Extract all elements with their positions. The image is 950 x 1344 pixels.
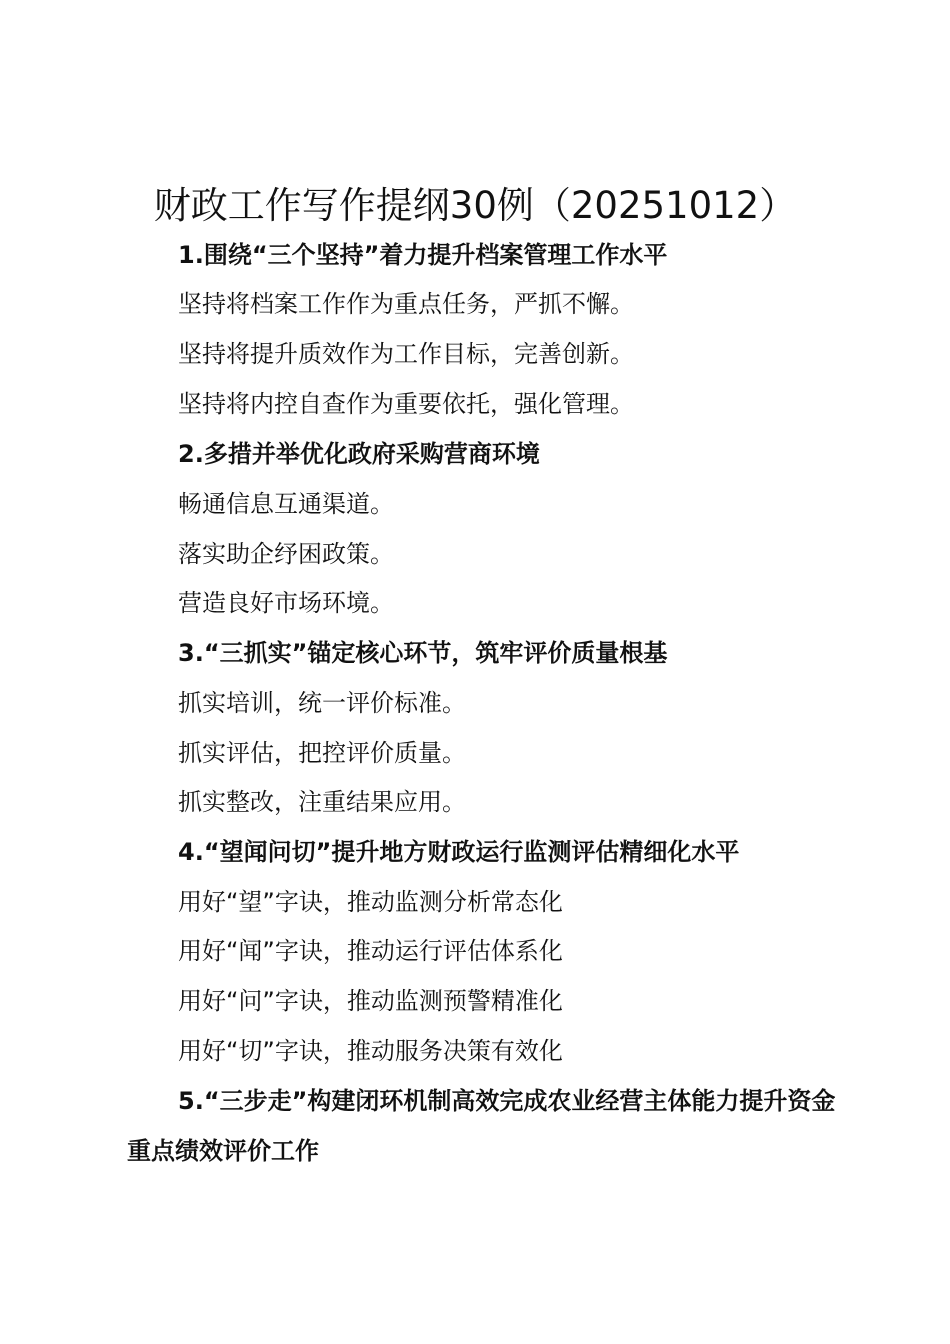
section-3-item-2: 抓实评估，把控评价质量。	[178, 739, 466, 767]
section-2-item-1: 畅通信息互通渠道。	[178, 490, 394, 518]
section-4-item-3: 用好“问”字诀，推动监测预警精准化	[178, 987, 563, 1015]
section-heading-1: 1.围绕“三个坚持”着力提升档案管理工作水平	[178, 241, 668, 269]
section-heading-5: 5.“三步走”构建闭环机制高效完成农业经营主体能力提升资金重点绩效评价工作	[127, 1087, 836, 1165]
section-1-item-3: 坚持将内控自查作为重要依托，强化管理。	[178, 390, 634, 418]
section-2-item-3: 营造良好市场环境。	[178, 589, 394, 617]
section-4-item-2: 用好“闻”字诀，推动运行评估体系化	[178, 937, 563, 965]
section-3-item-3: 抓实整改，注重结果应用。	[178, 788, 466, 816]
document-title: 财政工作写作提纲30例（20251012）	[153, 184, 797, 227]
section-3-item-1: 抓实培训，统一评价标准。	[178, 689, 466, 717]
section-4-item-1: 用好“望”字诀，推动监测分析常态化	[178, 888, 563, 916]
section-heading-2: 2.多措并举优化政府采购营商环境	[178, 440, 540, 468]
section-1-item-1: 坚持将档案工作作为重点任务，严抓不懈。	[178, 290, 634, 318]
section-2-item-2: 落实助企纾困政策。	[178, 540, 394, 568]
section-1-item-2: 坚持将提升质效作为工作目标，完善创新。	[178, 340, 634, 368]
section-heading-4: 4.“望闻问切”提升地方财政运行监测评估精细化水平	[178, 838, 740, 866]
section-4-item-4: 用好“切”字诀，推动服务决策有效化	[178, 1037, 563, 1065]
section-heading-3: 3.“三抓实”锚定核心环节，筑牢评价质量根基	[178, 639, 668, 667]
